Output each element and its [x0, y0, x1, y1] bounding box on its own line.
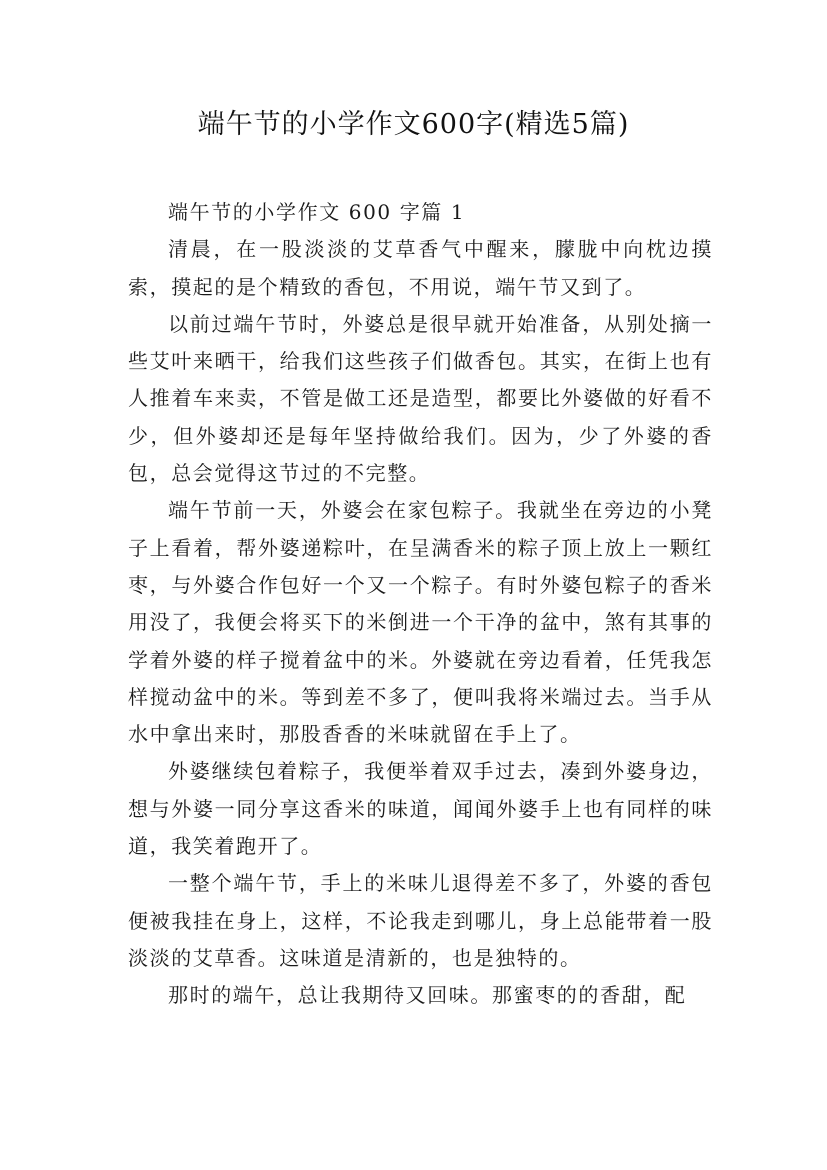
paragraph: 外婆继续包着粽子，我便举着双手过去，凑到外婆身边，想与外婆一同分享这香米的味道，闻闻外婆手上也有同样的味道，我笑着跑开了。 — [128, 759, 713, 859]
paragraph: 以前过端午节时，外婆总是很早就开始准备，从别处摘一些艾叶来晒干，给我们这些孩子们做香包。其实，在街上也有人推着车来卖，不管是做工还是造型，都要比外婆做的好看不少，但外婆却还是每年坚持做给我们。因为，少了外婆的香包，总会觉得这节过的不完整。 — [128, 311, 713, 486]
paragraph: 一整个端午节，手上的米味儿退得差不多了，外婆的香包便被我挂在身上，这样，不论我走到哪儿，身上总能带着一股淡淡的艾草香。这味道是清新的，也是独特的。 — [128, 871, 713, 970]
paragraph: 那时的端午，总让我期待又回味。那蜜枣的的香甜，配 — [168, 983, 687, 1008]
paragraph: 清晨，在一股淡淡的艾草香气中醒来，朦胧中向枕边摸索，摸起的是个精致的香包，不用说，端午节又到了。 — [128, 237, 713, 299]
document-title: 端午节的小学作文600字(精选5篇) — [197, 109, 630, 140]
document-body — [128, 194, 713, 1015]
section-heading: 端午节的小学作文 600 字篇 1 — [168, 200, 466, 224]
paragraph: 端午节前一天，外婆会在家包粽子。我就坐在旁边的小凳子上看着，帮外婆递粽叶，在呈满香米的粽子顶上放上一颗红枣，与外婆合作包好一个又一个粽子。有时外婆包粽子的香米用没了，我便会将买下的米倒进一个干净的盆中，煞有其事的学着外婆的样子搅着盆中的米。外婆就在旁边看着，任凭我怎样搅动盆中的米。等到差不多了，便叫我将米端过去。当手从水中拿出来时，那股香香的米味就留在手上了。 — [128, 498, 713, 747]
